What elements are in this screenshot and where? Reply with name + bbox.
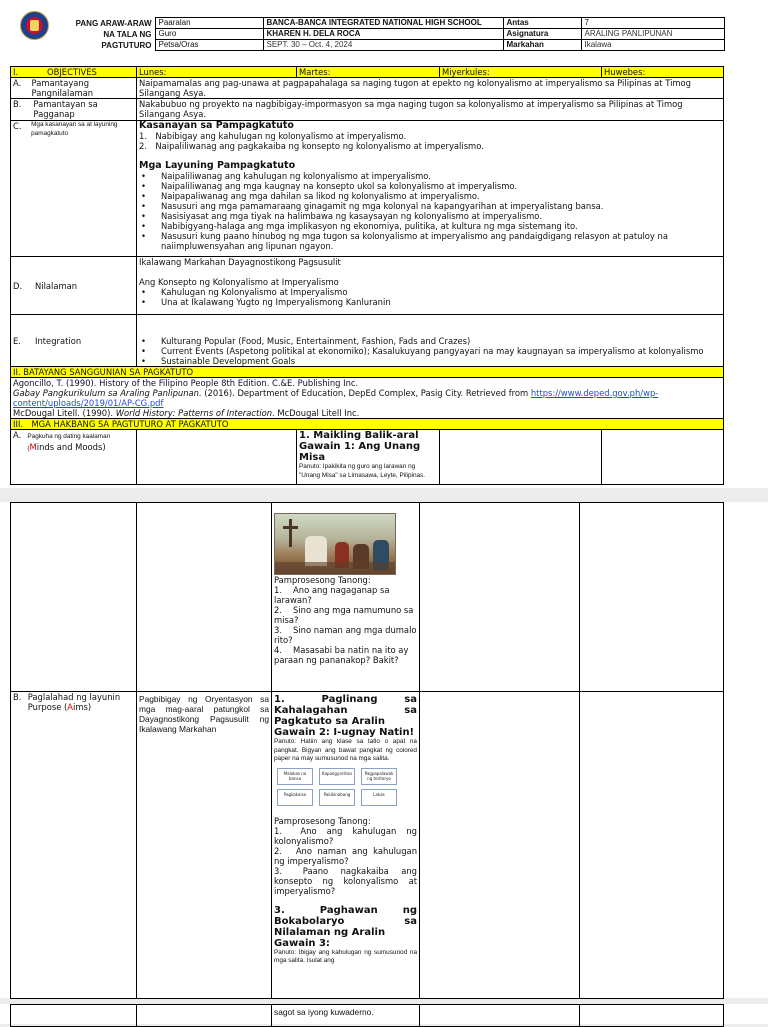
competencies-cell <box>137 121 724 257</box>
curriculum-guide-link[interactable]: https://www.deped.gov.ph/wp-content/uploads/2019/01/AP-CG.pdf <box>13 388 659 408</box>
activity-2-title: 1. Paglinang sa Kahalagahan sa Pagkatuto sa Aralin <box>274 694 417 727</box>
header-title-2: NA TALA NG <box>103 29 152 39</box>
section-2-title: II. BATAYANG SANGGUNIAN SA PAGKATUTO <box>11 367 724 378</box>
first-mass-painting <box>274 513 396 575</box>
page-3 <box>0 1004 768 1024</box>
activity-1-subtitle: Gawain 1: Ang Unang Misa <box>299 441 421 463</box>
content-item: • Kahulugan ng Kolonyalismo at Imperyalismo <box>139 287 721 297</box>
question: 1. Ano ang kahulugan ng kolonyalismo? <box>274 825 417 846</box>
activity-3-subtitle: Gawain 3: <box>274 937 330 949</box>
step-a-activity <box>297 430 440 485</box>
step-b-label: Paglalahad ng layunin Purpose (Aims) <box>27 692 121 712</box>
goal-item: • Naipaliliwanag ang kahulugan ng kolonyalismo at imperyalismo. <box>139 171 721 181</box>
processing-questions-title: Pamprosesong Tanong: <box>274 815 371 826</box>
performance-standard-label: Pamantayan sa Pagganap <box>33 99 98 119</box>
header-table <box>60 17 725 51</box>
content-item: • Una at Ikalawang Yugto ng Imperyalismong Kanluranin <box>139 297 721 307</box>
word-card: Malakas na bansa <box>277 768 313 785</box>
skill-1: 1. Nabibigay ang kahulugan ng kolonyalismo at imperyalismo. <box>139 131 407 141</box>
activity-2-directions: Panuto: Hatiin ang klase sa tatlo o apat na pangkat. Bigyan ang bawat pangkat ng colored paper na may sumusunod na mga salita. <box>274 738 417 763</box>
activity-1-title: 1. Maikling Balik-aral <box>299 430 419 441</box>
processing-questions-title: Pamprosesong Tanong: <box>274 575 371 585</box>
reference-1: Agoncillo, T. (1990). History of the Filipino People 8th Edition. C.&E. Publishing Inc. <box>13 378 359 388</box>
header-title-1: PANG ARAW-ARAW <box>75 18 152 28</box>
school-label: Paaralan <box>155 18 263 29</box>
subject-value: ARALING PANLIPUNAN <box>581 29 724 40</box>
integration-cell <box>137 315 724 367</box>
quarter-value: Ikalawa <box>581 40 724 51</box>
step-a-label: Pagkuha ng dating kaalaman (Minds and Moods) <box>27 433 111 452</box>
word-cards <box>274 766 417 808</box>
content-line-1: Ikalawang Markahan Dayagnostikong Pagsusulit <box>139 257 341 267</box>
question: 2. Ano naman ang kahulugan ng imperyalismo? <box>274 845 417 866</box>
day-wednesday: Miyerkules: <box>440 67 602 78</box>
deped-seal <box>20 11 49 40</box>
grade-label: Antas <box>503 18 581 29</box>
goal-item: • Nabibigyang-halaga ang mga implikasyon ng ekonomiya, pulitika, at kultura ng mga sistemang ito. <box>139 221 721 231</box>
skill-2: 2. Naipaliliwanag ang pagkakaiba ng konsepto ng kolonyalismo at imperyalismo. <box>139 141 484 151</box>
word-card: Kapangyarihan <box>319 768 355 785</box>
objectives-table: I. OBJECTIVES Lunes: Martes: Miyerkules: Huwebes: A. Pamantayang Pangnilalaman Naipamamalas ang pag-unawa at pagpapahalaga sa naging tugon at epekto ng kolonyalismo at imperyalismo sa Pilipinas at Timog Silangang Asya. B. Pamantayan sa Pagganap Nakabubuo ng proyekto na nagbibigay-impormasyon sa mga naging tugon sa kolonyalismo at imperyalismo sa Pilipinas at Timog Silangang Asya. C. Mga kasanayan sa at layuning pamagkatuto Kasanayan sa Pampagkatuto 1. Nabibigay ang kahulugan ng kolonyalismo at imperyalismo. 2. Naipaliliwanag ang pagkakaiba ng konsepto ng kolonyalismo at imperyalismo. Mga Layuning Pampagkatuto • Naipaliliwanag ang kahulugan ng kolonyalismo at imperyalismo. • Naipaliliwanag ang mga kaugnay na konsepto ukol sa kolonyalismo at imperyalismo. • Naipapaliwanag ang mga dahilan sa likod ng kolonyalismo at imperyalismo. • Nasusuri ang mga pamamaraang ginagamit ng mga kolonyal na kapangyarihan at imperyalistang bansa. • Nasisiyasat ang mga tiyak na halimbawa ng kasaysayan ng kolonyalismo at imperyalismo. • Nabibigyang-halaga ang mga implikasyon ng ekonomiya, pulitika, at kultura ng mga sistemang ito. • Nasusuri kung paano hinubog ng mga tugon sa kolonyalismo at imperyalismo ang pandaigdigang relasyon at patuloy na naiimpluwensyahan ang lipunan ngayon. D. Nilalaman Ikalawang Markahan Dayagnostikong Pagsusulit Ang Konsepto ng Kolonyalismo at Imperyalismo • Kahulugan ng Kolonyalismo at Imperyalismo • Una at Ikalawang Yugto ng Imperyalismong Kanluranin E. Integration • Kulturang Popular (Food, Music, Entertainment, Fashion, Fads and Crazes) • Current Events (Aspetong politikal at ekonomiko); Kasalukuyang pangyayari na may kaugnayan sa imperyalismo at kolonyalismo • Sustainable Development Goals II. BATAYANG SANGGUNIAN SA PAGKATUTO Agoncillo, T. (1990). History of the Filipino People 8th Edition. C.&E. Publishing Inc. Gabay Pangkurikulum sa Araling Panlipunan. (2016). Department of Education, DepEd Complex, Pasig City. Retrieved from https://www.deped.gov.ph/wp-content/uploads/2019/01/AP-CG.pdf McDougal Litell. (1990). World History: Patterns of Interaction. McDougal Litell Inc. III. MGA HAKBANG SA PAGTUTURO AT PAGKATUTO A. Pagkuha ng dating kaalaman (Minds and Moods) 1. Maikling Balik-aral Gawain 1: Ang Unang Misa Panuto: Ipakikita ng guro ang larawan ng "Unang Misa" sa Limasawa, Leyte, Pilipinas. <box>10 66 724 485</box>
word-card: Pagkakaisa <box>277 789 313 806</box>
page-1 <box>0 0 768 488</box>
day-monday: Lunes: <box>137 67 297 78</box>
page-2 <box>0 502 768 998</box>
integration-item: • Kulturang Popular (Food, Music, Entertainment, Fashion, Fads and Crazes) <box>139 336 721 346</box>
integration-item: • Current Events (Aspetong politikal at ekonomiko); Kasalukuyang pangyayari na may kaugnayan sa imperyalismo at kolonyalismo <box>139 346 721 356</box>
goals-list <box>139 171 721 251</box>
goal-item: • Naipaliliwanag ang mga kaugnay na konsepto ukol sa kolonyalismo at imperyalismo. <box>139 181 721 191</box>
goal-item: • Nasusuri ang mga pamamaraang ginagamit ng mga kolonyal na kapangyarihan at imperyalistang bansa. <box>139 201 721 211</box>
goals-heading: Mga Layuning Pampagkatuto <box>139 160 296 171</box>
question: 1. Ano ang nagaganap sa larawan? <box>274 585 390 605</box>
grade-value: 7 <box>581 18 724 29</box>
activity-3-title: 3. Paghawan ng Bokabolaryo sa Nilalaman ng Aralin <box>274 904 417 938</box>
reference-3: McDougal Litell. (1990). World History: Patterns of Interaction. McDougal Litell Inc. <box>13 408 360 418</box>
objectives-heading: OBJECTIVES <box>47 67 97 77</box>
performance-standard-text: Nakabubuo ng proyekto na nagbibigay-impormasyon sa mga naging tugon sa kolonyalismo at imperyalismo sa Pilipinas at Timog Silangang Asya. <box>137 99 724 121</box>
integration-item: • Sustainable Development Goals <box>139 356 721 366</box>
activity-1-directions: Panuto: Ipakikita ng guro ang larawan ng "Unang Misa" sa Limasawa, Leyte, Pilipinas. <box>299 463 426 479</box>
word-card: Lakas <box>361 789 397 806</box>
word-card: Pagpapalawak ng teritoryo <box>361 768 397 785</box>
day-thursday: Huwebes: <box>602 67 724 78</box>
word-card: Pakikinabang <box>319 789 355 806</box>
activity-3-directions: Panuto: Ibigay ang kahulugan ng sumusunod na mga salita. Isulat ang <box>274 948 417 965</box>
day-tuesday: Martes: <box>297 67 440 78</box>
question: 3. Paano nagkakaiba ang konsepto ng kolonyalismo at imperyalismo? <box>274 865 417 896</box>
procedure-table: Pamprosesong Tanong: 1. Ano ang nagaganap sa larawan? 2. Sino ang mga namumuno sa misa? 3. Sino naman ang mga dumalo rito? 4. Masasabi ba natin na ito ay paraan ng pananakop? Bakit? B. Paglalahad ng layunin Purpose (Aims) Pagbibigay ng Oryentasyon sa mga mag-aaral patungkol sa Dayagnostikong Pagsusulit ng Ikalawang Markahan 1. Paglinang sa Kahalagahan sa Pagkatuto sa Aralin Gawain 2: I-ugnay Natin! Panuto: Hatiin ang klase sa tatlo o apat na pangkat. Bigyan ang bawat pangkat ng colored paper na may sumusunod na mga salita. Malakas na bansaKapangyarihan Pagpapalawak ng teritoryo Pagkakaisa Pakikinabang Lakas Pamprosesong Tanong: 1. Ano ang kahulugan ng kolonyalismo? 2. Ano naman ang kahulugan ng imperyalismo? 3. Paano nagkakaiba ang konsepto ng kolonyalismo at imperyalismo? 3. Paghawan ng Bokabolaryo sa Nilalaman ng Aralin Gawain 3: Panuto: Ibigay ang kahulugan ng sumusunod na mga salita. Isulat ang <box>10 502 724 999</box>
teacher-label: Guro <box>155 29 263 40</box>
section-3-title: III. MGA HAKBANG SA PAGTUTURO AT PAGKATUTO <box>11 419 724 430</box>
content-label: Nilalaman <box>35 280 78 291</box>
competencies-label: Mga kasanayan sa at layuning pamagkatuto <box>31 121 118 137</box>
quarter-label: Markahan <box>503 40 581 51</box>
activity-2-subtitle: Gawain 2: I-ugnay Natin! <box>274 727 415 738</box>
step-b-monday: Pagbibigay ng Oryentasyon sa mga mag-aaral patungkol sa Dayagnostikong Pagsusulit ng Ikalawang Markahan <box>137 692 272 999</box>
teacher-value: KHAREN H. DELA ROCA <box>263 29 503 40</box>
competencies-heading: Kasanayan sa Pampagkatuto <box>139 120 294 131</box>
references-cell <box>11 378 724 419</box>
subject-label: Asignatura <box>503 29 581 40</box>
date-value: SEPT. 30 – Oct. 4, 2024 <box>263 40 503 51</box>
content-standard-text: Naipamamalas ang pag-unawa at pagpapahalaga sa naging tugon at epekto ng kolonyalismo at imperyalismo sa Pilipinas at Timog Silangang Asya. <box>137 78 724 99</box>
question: 4. Masasabi ba natin na ito ay paraan ng pananakop? Bakit? <box>274 645 409 665</box>
date-label: Petsa/Oras <box>155 40 263 51</box>
step-b-activity <box>272 692 420 999</box>
activity-3-continuation: sagot sa iyong kuwaderno. <box>272 1005 420 1027</box>
goal-item: • Nasisiyasat ang mga tiyak na halimbawa ng kasaysayan ng kolonyalismo at imperyalismo. <box>139 211 721 221</box>
reference-2: Gabay Pangkurikulum sa Araling Panlipunan. (2016). Department of Education, DepEd Complex, Pasig City. Retrieved from https://www.deped.gov.ph/wp-content/uploads/2019/01/AP-CG.pdf <box>13 388 659 408</box>
content-cell <box>137 257 724 315</box>
content-standard-label: Pamantayang Pangnilalaman <box>31 78 94 98</box>
question: 3. Sino naman ang mga dumalo rito? <box>274 625 417 645</box>
school-value: BANCA-BANCA INTEGRATED NATIONAL HIGH SCHOOL <box>263 18 503 29</box>
integration-label: Integration <box>35 335 82 346</box>
header-title-3: PAGTUTURO <box>101 40 152 50</box>
goal-item: • Nasusuri kung paano hinubog ng mga tugon sa kolonyalismo at imperyalismo ang pandaigdigang relasyon at patuloy na naiimpluwensyahan ang lipunan ngayon. <box>139 231 721 251</box>
question: 2. Sino ang mga namumuno sa misa? <box>274 605 414 625</box>
goal-item: • Naipapaliwanag ang mga dahilan sa likod ng kolonyalismo at imperyalismo. <box>139 191 721 201</box>
content-line-2: Ang Konsepto ng Kolonyalismo at Imperyalismo <box>139 277 339 287</box>
